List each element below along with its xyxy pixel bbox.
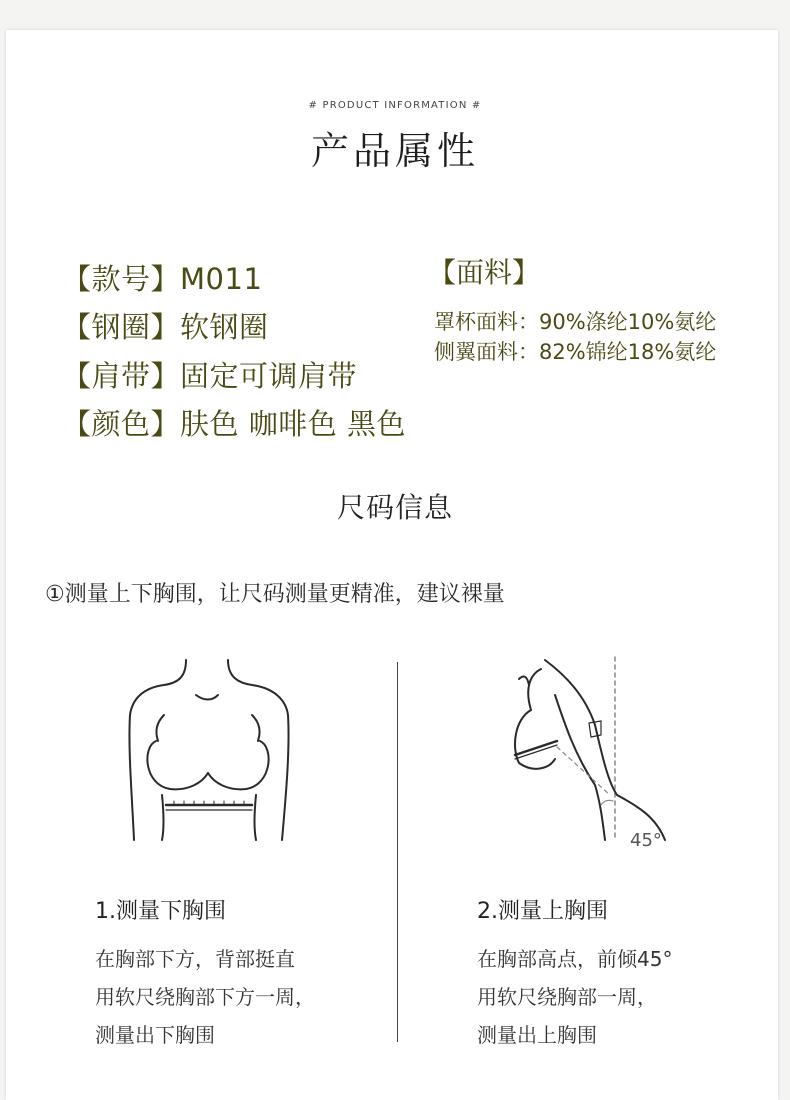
underbust-illustration (120, 655, 310, 845)
step2-caption: 2.测量上胸围 (477, 899, 608, 924)
step1-caption: 1.测量下胸围 (95, 899, 226, 924)
size-section-title: 尺码信息 (336, 491, 453, 524)
page-title: 产品属性 (310, 129, 479, 173)
fabric-wing: 侧翼面料：82%锦纶18%氨纶 (434, 340, 717, 364)
info-card (6, 30, 778, 1100)
attribute-label: 【颜色】 (62, 407, 181, 441)
column-divider (397, 662, 398, 1042)
fabric-heading: 【面料】 (428, 256, 541, 289)
attribute-row-style (62, 257, 262, 298)
attribute-value: 软钢圈 (180, 310, 269, 344)
attribute-value: 肤色 咖啡色 黑色 (180, 407, 406, 441)
overbust-illustration (505, 655, 680, 850)
measure-tip: ①测量上下胸围，让尺码测量更精准，建议裸量 (45, 582, 505, 607)
angle-label: 45° (630, 830, 662, 851)
section-eyebrow: # PRODUCT INFORMATION # (308, 100, 482, 111)
attribute-row-color (62, 402, 406, 443)
step1-line: 测量出下胸围 (95, 1023, 215, 1047)
attribute-row-underwire (62, 305, 269, 346)
attribute-label: 【钢圈】 (62, 310, 181, 344)
attribute-label: 【款号】 (62, 262, 181, 296)
attribute-label: 【肩带】 (62, 359, 181, 393)
step1-line: 用软尺绕胸部下方一周， (95, 985, 315, 1009)
attribute-row-strap (62, 354, 357, 395)
attribute-value: 固定可调肩带 (180, 359, 358, 393)
step2-line: 在胸部高点，前倾45° (477, 947, 673, 971)
attribute-value: M011 (180, 262, 263, 296)
step2-line: 测量出上胸围 (477, 1023, 597, 1047)
step2-line: 用软尺绕胸部一周， (477, 985, 657, 1009)
step1-line: 在胸部下方，背部挺直 (95, 947, 295, 971)
fabric-cup: 罩杯面料：90%涤纶10%氨纶 (434, 310, 717, 334)
